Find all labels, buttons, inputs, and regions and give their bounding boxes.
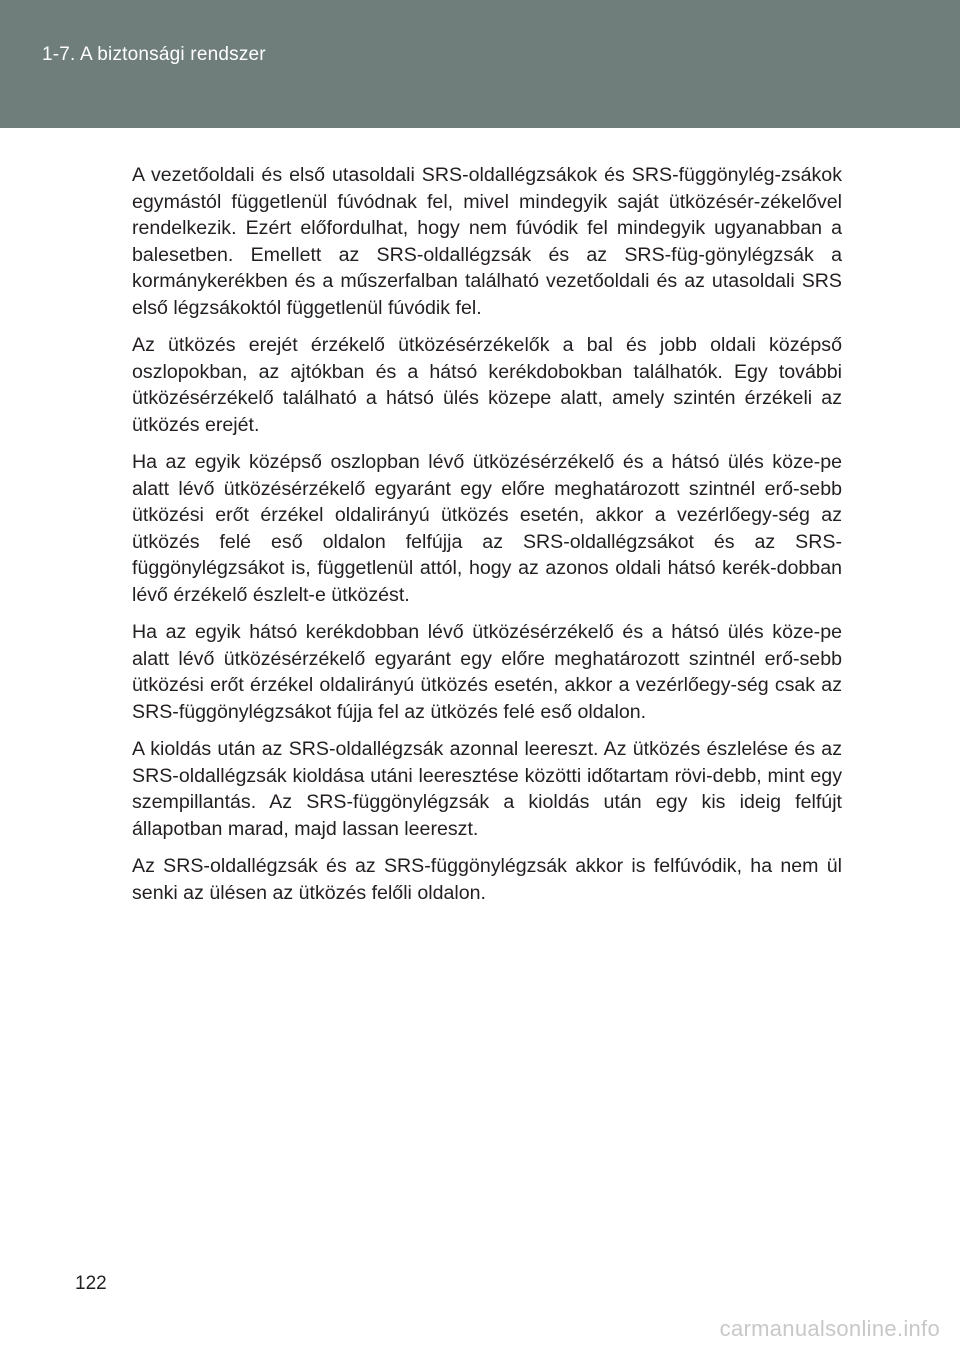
- page-number: 122: [75, 1273, 107, 1294]
- watermark: carmanualsonline.info: [719, 1316, 940, 1341]
- section-title: 1-7. A biztonsági rendszer: [42, 44, 266, 65]
- paragraph: A kioldás után az SRS-oldallégzsák azonnal leereszt. Az ütközés észlelése és az SRS-oldallégzsák kioldása utáni leeresztése közötti időtartam rövi-debb, mint egy szempillantás. Az SRS-függönylégzsák a kioldás után egy kis ideig felfújt állapotban marad, majd lassan leereszt.: [132, 738, 842, 840]
- header-band: [0, 0, 960, 128]
- body-text: [132, 162, 842, 917]
- paragraph: Ha az egyik középső oszlopban lévő ütközésérzékelő és a hátsó ülés köze-pe alatt lévő ütközésérzékelő egyaránt egy előre meghatározott szintnél erő-sebb ütközési erőt érzékel oldalirányú ütközés esetén, akkor a vezérlőegy-ség az ütközés felé eső oldalon felfújja az SRS-oldallégzsákot és az SRS-függönylégzsákot is, függetlenül attól, hogy az azonos oldali hátsó kerék-dobban lévő érzékelő észlelt-e ütközést.: [132, 451, 842, 606]
- paragraph: Ha az egyik hátsó kerékdobban lévő ütközésérzékelő és a hátsó ülés köze-pe alatt lévő ütközésérzékelő egyaránt egy előre meghatározott szintnél erő-sebb ütközési erőt érzékel oldalirányú ütközés esetén, akkor a vezérlőegy-ség csak az SRS-függönylégzsákot fújja fel az ütközés felé eső oldalon.: [132, 621, 842, 723]
- paragraph: Az ütközés erejét érzékelő ütközésérzékelők a bal és jobb oldali középső oszlopokban, az ajtókban és a hátsó kerékdobokban találhatók. Egy további ütközésérzékelő található a hátsó ülés közepe alatt, amely szintén érzékeli az ütközés erejét.: [132, 334, 842, 436]
- paragraph: Az SRS-oldallégzsák és az SRS-függönylégzsák akkor is felfúvódik, ha nem ül senki az ülésen az ütközés felőli oldalon.: [132, 855, 842, 904]
- paragraph: A vezetőoldali és első utasoldali SRS-oldallégzsákok és SRS-függönylég-zsákok egymástól függetlenül fúvódnak fel, mivel mindegyik saját ütközésér-zékelővel rendelkezik. Ezért előfordulhat, hogy nem fúvódik fel mindegyik ugyanabban a balesetben. Emellett az SRS-oldallégzsák és az SRS-füg-gönylégzsák a kormánykerékben és a műszerfalban található vezetőoldali és az utasoldali SRS első légzsákoktól függetlenül fúvódik fel.: [132, 164, 842, 319]
